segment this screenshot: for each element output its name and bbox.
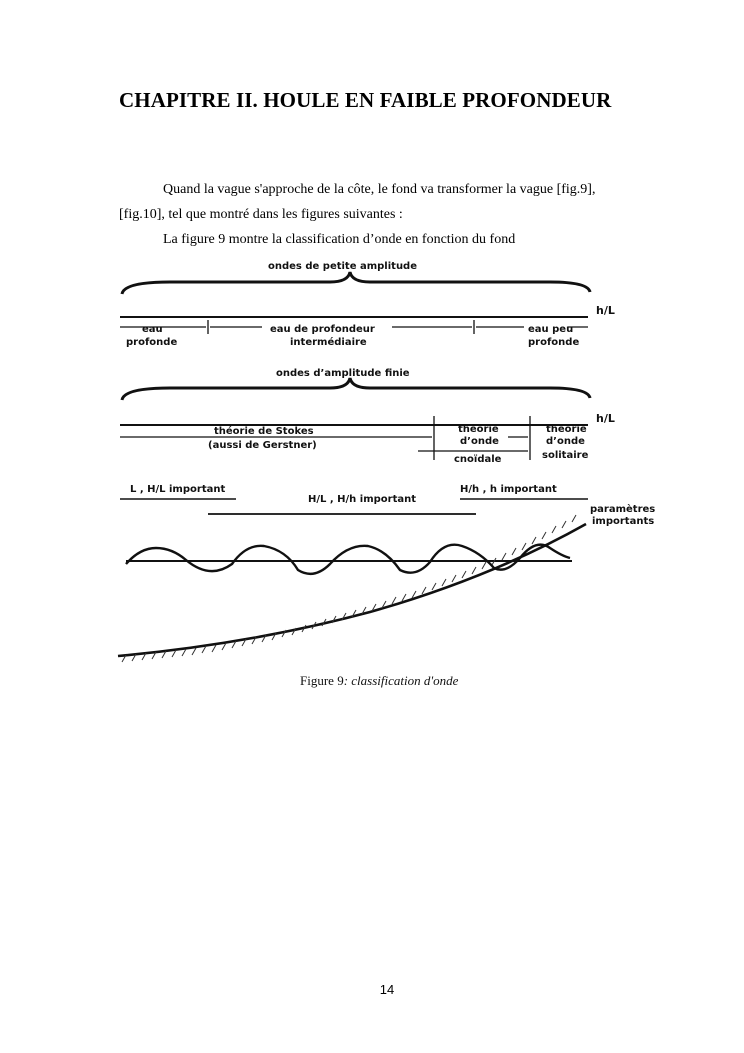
label-eau-de-profondeur: eau de profondeur <box>270 324 375 335</box>
chapter-title: CHAPITRE II. HOULE EN FAIBLE PROFONDEUR <box>119 88 612 112</box>
axis-1-label: h/L <box>596 304 615 317</box>
label-cnoidale-3: cnoïdale <box>454 454 502 465</box>
label-solitaire-3: solitaire <box>542 450 589 461</box>
brace-amplitude-finie-label: ondes d’amplitude finie <box>276 368 410 379</box>
brace-amplitude-finie <box>122 378 590 400</box>
wave-classification-figure <box>110 252 656 672</box>
label-importants: importants <box>592 516 655 527</box>
label-profonde: profonde <box>126 337 178 348</box>
brace-petite-amplitude <box>122 272 590 294</box>
page-number: 14 <box>379 982 395 997</box>
label-param-right: H/h , h important <box>460 484 557 495</box>
caption-prefix: Figure 9 <box>300 673 344 688</box>
label-eau-peu: eau peu <box>528 324 574 335</box>
label-solitaire-2: d’onde <box>546 436 585 447</box>
label-solitaire-1: théorie <box>546 424 587 435</box>
paragraph-line-3: La figure 9 montre la classification d’onde en fonction du fond <box>163 232 516 247</box>
label-param-left: L , H/L important <box>130 484 226 495</box>
figure-caption <box>300 673 458 689</box>
axis-2-label: h/L <box>596 412 615 425</box>
sea-bottom <box>118 524 586 656</box>
label-theorie-stokes: théorie de Stokes <box>214 426 314 437</box>
sea-bottom-hatching <box>122 515 576 662</box>
wave-profile <box>126 545 570 574</box>
label-parametres: paramètres <box>590 504 656 515</box>
label-cnoidale-1: théorie <box>458 424 499 435</box>
caption-text: : classification d'onde <box>343 673 459 688</box>
label-eau: eau <box>142 324 163 335</box>
label-intermediaire: intermédiaire <box>290 337 367 348</box>
label-param-middle: H/L , H/h important <box>308 494 417 505</box>
paragraph-line-2: [fig.10], tel que montré dans les figures suivantes : <box>119 207 403 222</box>
label-peu-profonde: profonde <box>528 337 580 348</box>
paragraph-line-1: Quand la vague s'approche de la côte, le fond va transformer la vague [fig.9], <box>163 182 596 197</box>
label-cnoidale-2: d’onde <box>460 436 499 447</box>
label-aussi-gerstner: (aussi de Gerstner) <box>208 440 317 451</box>
brace-petite-amplitude-label: ondes de petite amplitude <box>268 261 417 272</box>
